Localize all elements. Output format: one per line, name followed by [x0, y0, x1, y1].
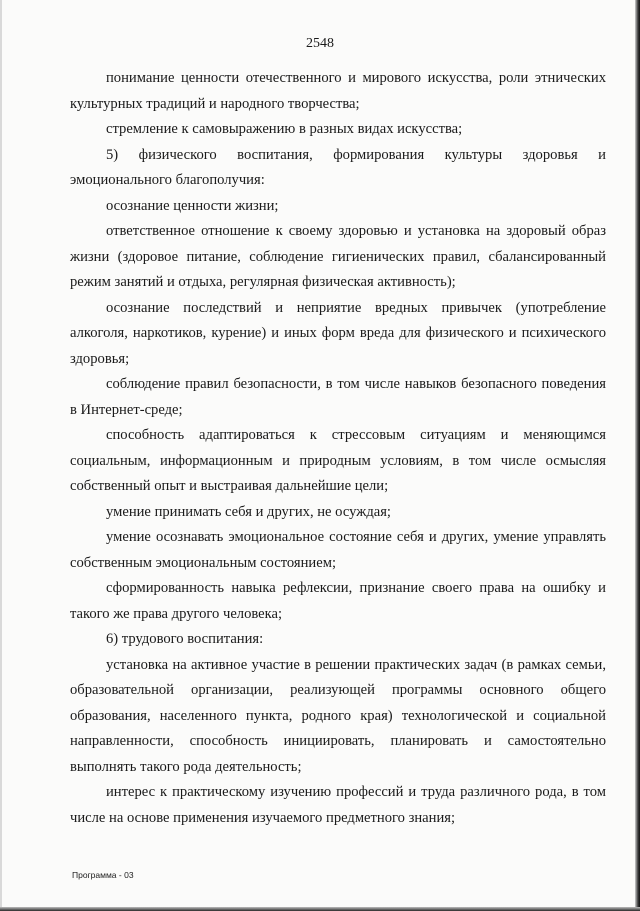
page-number: 2548	[306, 36, 334, 51]
paragraph: 5) физического воспитания, формирования культуры здоровья и эмоционального благополучия:	[70, 146, 606, 188]
paragraph: умение осознавать эмоциональное состояние себя и других, умение управлять собственным эмоциональным состоянием;	[70, 529, 606, 571]
paragraph: ответственное отношение к своему здоровью и установка на здоровый образ жизни (здоровое питание, соблюдение гигиенических правил, сбалансированный режим занятий и отдыха, регулярная физическая активность);	[70, 223, 606, 290]
paragraph: стремление к самовыражению в разных видах искусства;	[106, 121, 463, 137]
paragraph: осознание ценности жизни;	[106, 197, 279, 214]
paragraph: соблюдение правил безопасности, в том числе навыков безопасного поведения в Интернет-среде;	[70, 376, 606, 418]
paragraph: способность адаптироваться к стрессовым ситуациям и меняющимся социальным, информационным и природным условиям, в том числе осмысляя собственный опыт и выстраивая дальнейшие цели;	[70, 427, 606, 494]
paragraph: осознание последствий и неприятие вредных привычек (употребление алкоголя, наркотиков, курение) и иных форм вреда для физического и психического здоровья;	[70, 299, 606, 367]
paragraph: сформированность навыка рефлексии, признание своего права на ошибку и такого же права другого человека;	[70, 580, 606, 622]
footer-label: Программа - 03	[72, 870, 134, 880]
paragraph: интерес к практическому изучению профессий и труда различного рода, в том числе на основе применения изучаемого предметного знания;	[70, 784, 606, 826]
paragraph: 6) трудового воспитания:	[106, 631, 264, 647]
scan-edge-right	[635, 0, 640, 911]
paragraph: установка на активное участие в решении практических задач (в рамках семьи, образовательной организации, реализующей программы основного общего образования, населенного пункта, родного края) технологической и социальной направленности, способность инициировать, планировать и самостоятельно выполнять такого рода деятельность;	[70, 656, 606, 775]
paragraph: умение принимать себя и других, не осуждая;	[106, 503, 391, 520]
paragraph: понимание ценности отечественного и мирового искусства, роли этнических культурных традиций и народного творчества;	[70, 70, 606, 112]
body-text	[70, 66, 606, 831]
scan-edge-bottom	[0, 907, 640, 911]
scan-edge-left	[0, 0, 2, 911]
